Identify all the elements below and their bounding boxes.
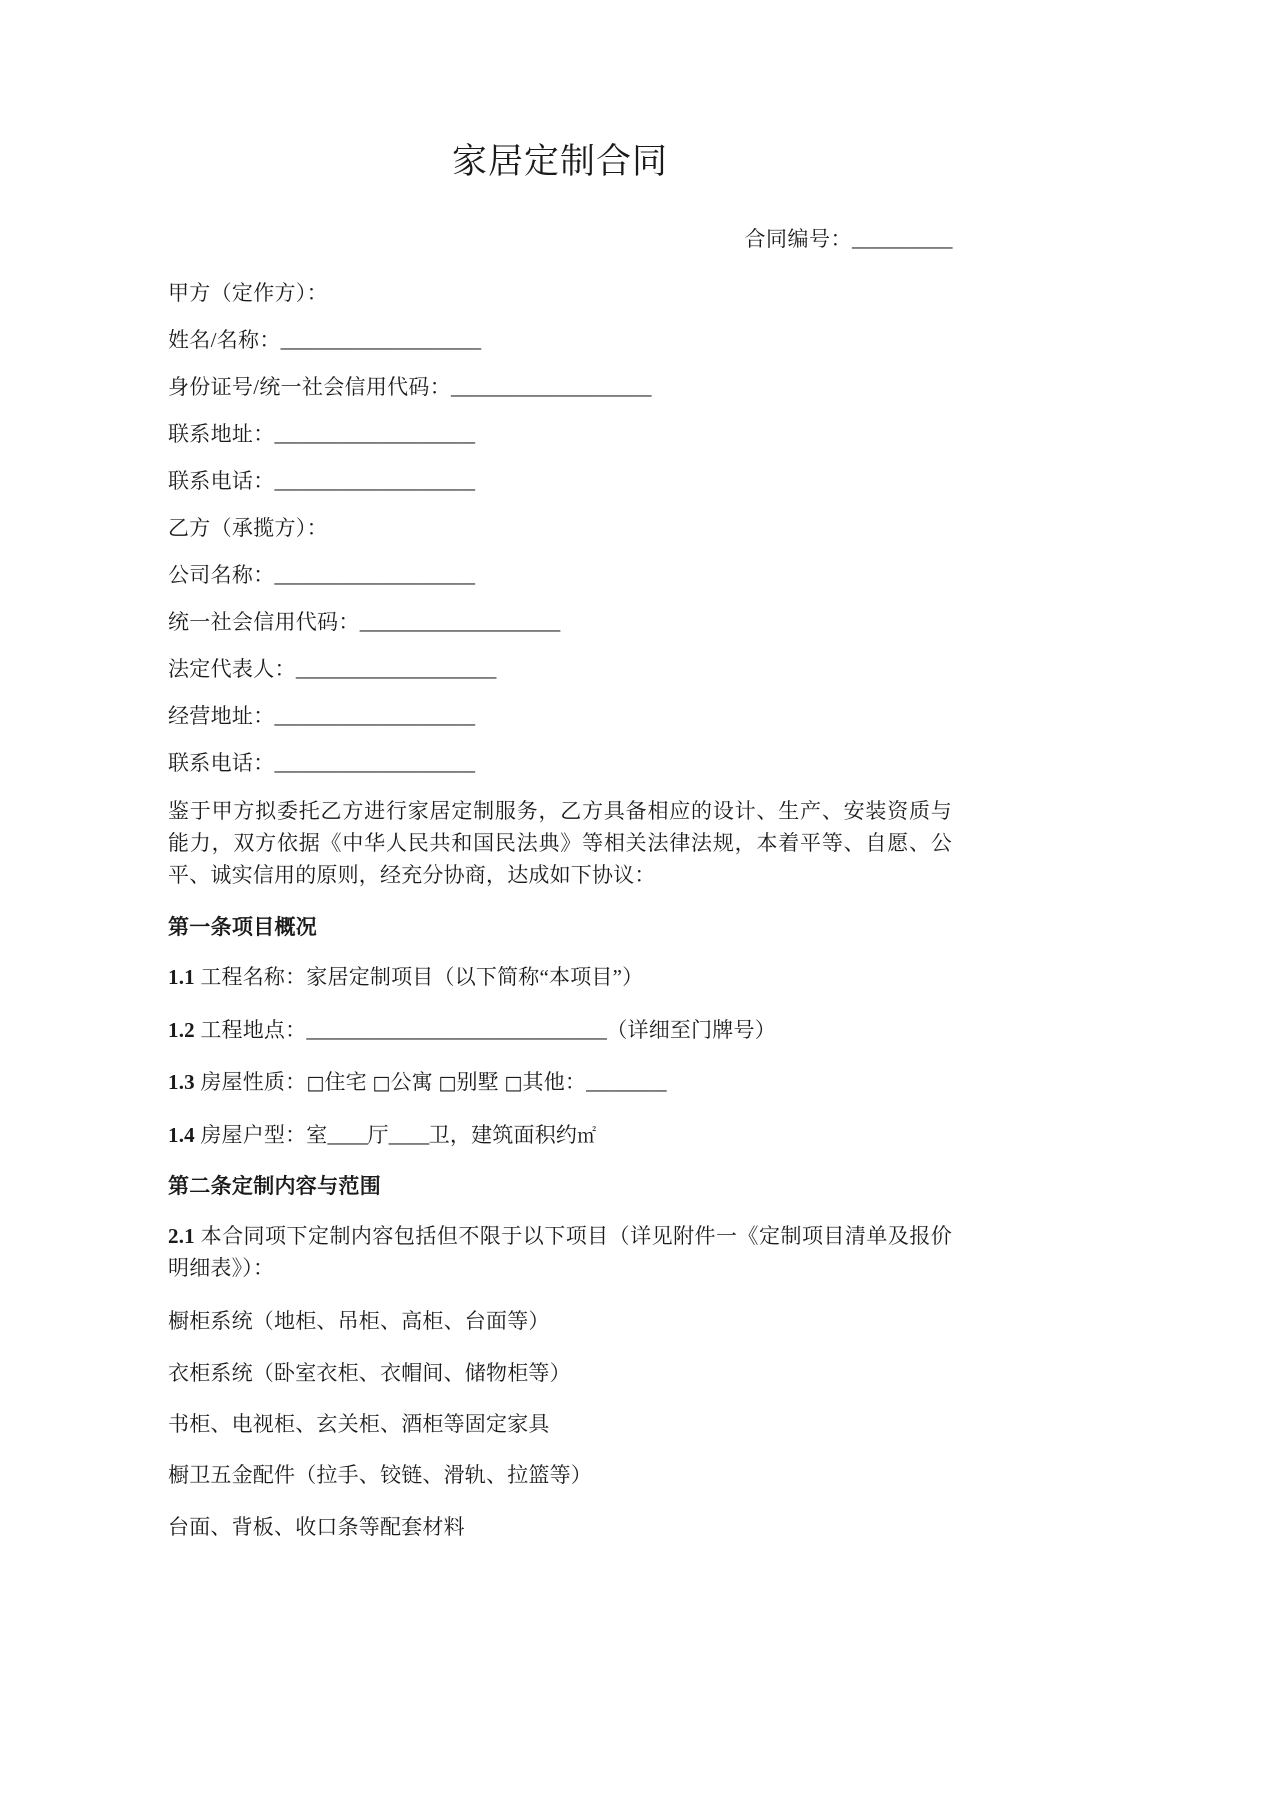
party-b-field-business-address <box>168 706 952 727</box>
clause-text: 本合同项下定制内容包括但不限于以下项目（详见附件一《定制项目清单及报价明细表》）： <box>168 1224 953 1280</box>
house-type-other-blank[interactable]: ________ <box>586 1070 667 1095</box>
area-unit: ㎡ <box>577 1125 597 1147</box>
party-b-field-phone <box>168 753 952 774</box>
clause-1-2 <box>168 1015 952 1047</box>
contract-number-line <box>168 223 952 253</box>
option-label-apartment: 公寓 <box>390 1070 433 1095</box>
scope-item-cabinet-system: 橱柜系统（地柜、吊柜、高柜、台面等） <box>168 1309 550 1334</box>
clause-1-1 <box>168 962 952 994</box>
option-label-villa: 别墅 <box>456 1070 499 1095</box>
field-blank[interactable]: ____________________ <box>274 751 475 775</box>
field-label: 联系地址： <box>168 422 275 446</box>
checkbox-villa[interactable]: □ <box>438 1072 457 1095</box>
field-label: 身份证号/统一社会信用代码： <box>168 375 452 399</box>
option-label-other: 其他： <box>522 1070 587 1095</box>
clause-number: 1.3 <box>168 1070 195 1095</box>
scope-item-wardrobe-system: 衣柜系统（卧室衣柜、衣帽间、储物柜等） <box>168 1360 571 1385</box>
party-b-field-company <box>168 565 952 586</box>
clause-number: 1.4 <box>168 1122 195 1147</box>
clause-text-halls: 厅 <box>367 1122 389 1147</box>
checkbox-other[interactable]: □ <box>504 1072 523 1095</box>
field-label: 统一社会信用代码： <box>168 610 360 634</box>
scope-item-hardware: 橱卫五金配件（拉手、铰链、滑轨、拉篮等） <box>168 1463 592 1488</box>
rooms-blank[interactable]: ____ <box>327 1122 368 1147</box>
clause-text: 房屋性质： <box>200 1070 307 1095</box>
clause-suffix: （详细至门牌号） <box>606 1017 776 1042</box>
document-body <box>168 0 952 1541</box>
field-label: 联系电话： <box>168 469 275 493</box>
field-blank[interactable]: ____________________ <box>274 469 475 493</box>
party-a-field-name <box>168 330 952 351</box>
clause-text: 工程地点： <box>200 1017 307 1042</box>
clause-text: 工程名称：家居定制项目（以下简称“本项目”） <box>200 965 644 990</box>
field-label: 法定代表人： <box>168 657 296 681</box>
party-a-field-id <box>168 377 952 398</box>
clause-text-rooms: 房屋户型：室 <box>200 1122 328 1147</box>
scope-item-accessory-materials: 台面、背板、收口条等配套材料 <box>168 1514 465 1539</box>
contract-number-label: 合同编号： <box>744 227 852 251</box>
field-blank[interactable]: ____________________ <box>274 704 475 728</box>
article-two-heading: 第二条定制内容与范围 <box>168 1174 381 1199</box>
party-a-field-phone <box>168 471 952 492</box>
field-label: 联系电话： <box>168 751 275 775</box>
project-location-blank[interactable]: ______________________________ <box>306 1017 607 1042</box>
checkbox-residential[interactable]: □ <box>306 1072 325 1095</box>
clause-number: 2.1 <box>168 1224 195 1249</box>
field-blank[interactable]: ____________________ <box>280 328 481 352</box>
party-b-field-legal-rep <box>168 659 952 680</box>
page-title: 家居定制合同 <box>451 142 668 181</box>
clause-2-1 <box>168 1221 952 1284</box>
party-a-heading: 甲方（定作方）： <box>168 281 328 305</box>
clause-number: 1.2 <box>168 1017 195 1042</box>
party-b-heading: 乙方（承揽方）： <box>168 516 328 540</box>
field-blank[interactable]: ____________________ <box>451 375 652 399</box>
article-one-heading: 第一条项目概况 <box>168 914 318 939</box>
field-label: 姓名/名称： <box>168 328 281 352</box>
clause-text-baths: 卫，建筑面积约 <box>428 1122 578 1147</box>
field-blank[interactable]: ____________________ <box>274 422 475 446</box>
contract-number-blank[interactable]: __________ <box>852 227 952 251</box>
party-b-field-credit-code <box>168 612 952 633</box>
party-a-field-address <box>168 424 952 445</box>
checkbox-apartment[interactable]: □ <box>372 1072 391 1095</box>
option-label-residential: 住宅 <box>324 1070 367 1095</box>
halls-blank[interactable]: ____ <box>388 1122 429 1147</box>
field-label: 经营地址： <box>168 704 275 728</box>
field-label: 公司名称： <box>168 563 275 587</box>
clause-1-4 <box>168 1120 952 1152</box>
field-blank[interactable]: ____________________ <box>295 657 496 681</box>
field-blank[interactable]: ____________________ <box>274 563 475 587</box>
scope-item-fixed-furniture: 书柜、电视柜、玄关柜、酒柜等固定家具 <box>168 1411 550 1436</box>
clause-1-3 <box>168 1067 952 1099</box>
field-blank[interactable]: ____________________ <box>359 610 560 634</box>
preamble-paragraph: 鉴于甲方拟委托乙方进行家居定制服务，乙方具备相应的设计、生产、安装资质与能力，双方依据《中华人民共和国民法典》等相关法律法规，本着平等、自愿、公平、诚实信用的原则，经充分协商，达成如下协议： <box>168 799 952 887</box>
clause-number: 1.1 <box>168 965 195 990</box>
